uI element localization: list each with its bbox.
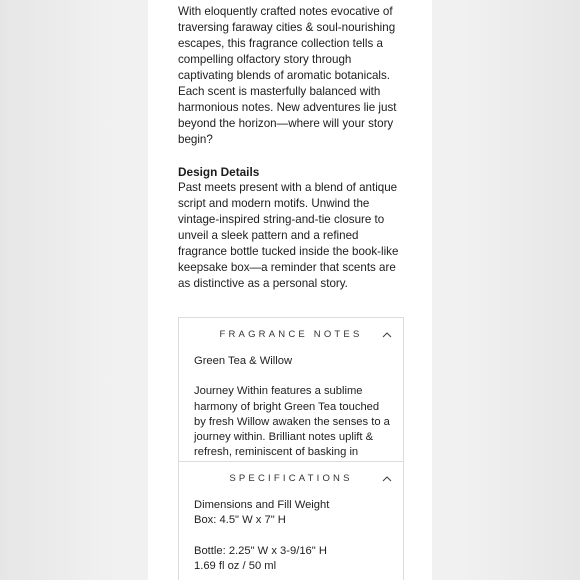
specifications-accordion	[178, 461, 404, 580]
specifications-title: SPECIFICATIONS	[229, 473, 353, 484]
fragrance-notes-header[interactable]	[179, 318, 403, 354]
design-details-paragraph: Past meets present with a blend of antique script and modern motifs. Unwind the vintage-inspired string-and-tie closure to unveil a sleek pattern and a refined fragrance bottle tucked inside the book-like keepsake box—a reminder that scents are as distinctive as a personal story.	[178, 181, 399, 290]
design-details-heading: Design Details	[178, 165, 260, 179]
chevron-up-icon[interactable]	[381, 473, 393, 485]
fragrance-notes-accordion	[178, 317, 404, 463]
scent-description: Journey Within features a sublime harmony of bright Green Tea touched by fresh Willow awaken the senses to a journey within. Brilliant notes uplift & refresh, reminiscent of basking in	[194, 385, 390, 459]
scent-name: Green Tea & Willow	[194, 355, 293, 367]
fragrance-notes-title: FRAGRANCE NOTES	[219, 329, 363, 340]
dimensions-label: Dimensions and Fill Weight	[194, 499, 330, 511]
product-description-page	[148, 0, 432, 580]
bottle-dimensions: Bottle: 2.25" W x 3-9/16" H	[194, 544, 327, 557]
fill-weight: 1.69 fl oz / 50 ml	[194, 559, 277, 572]
specifications-header[interactable]	[179, 462, 403, 498]
intro-paragraph: With eloquently crafted notes evocative of traversing faraway cities & soul-nourishing escapes, this fragrance collection tells a compelling olfactory story through captivating blends of aromatic botanicals. Each scent is masterfully balanced with harmonious notes. New adventures lie just beyond the horizon—where will your story begin?	[178, 5, 397, 146]
fragrance-notes-content	[194, 354, 390, 461]
chevron-up-icon[interactable]	[381, 329, 393, 341]
box-dimensions: Box: 4.5" W x 7" H	[194, 514, 286, 527]
specifications-content	[194, 498, 390, 574]
